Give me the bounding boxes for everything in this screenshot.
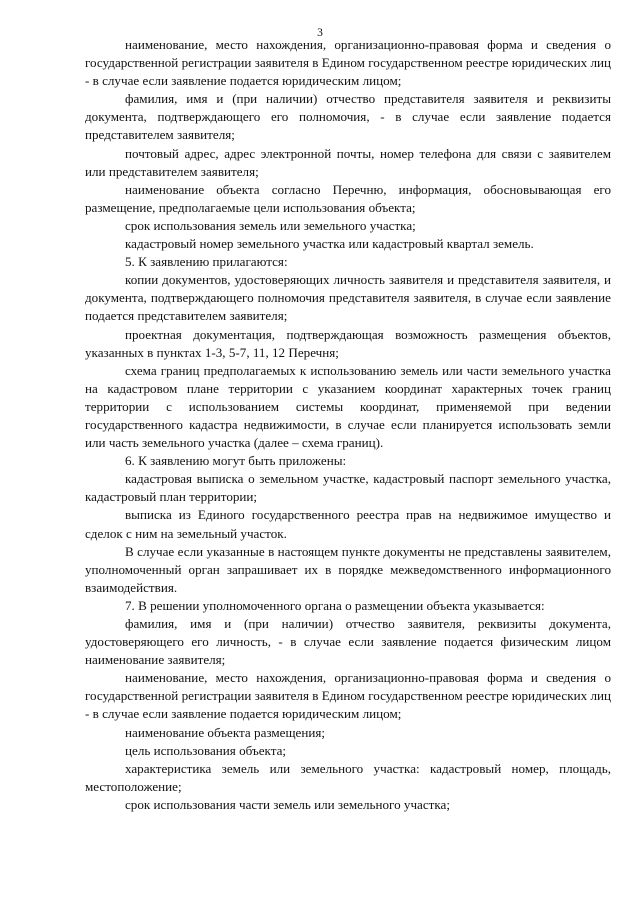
paragraph: копии документов, удостоверяющих личность заявителя и представителя заявителя, и документа, подтверждающего полномочия представителя заявителя, в случае если заявление подается представителем заявителя; [85, 272, 611, 324]
page-number: 3 [317, 27, 323, 39]
paragraph: В случае если указанные в настоящем пункте документы не представлены заявителем, уполномоченный орган запрашивает их в порядке межведомственного информационного взаимодействия. [85, 543, 611, 595]
paragraph: выписка из Единого государственного реестра прав на недвижимое имущество и сделок с ним на земельный участок. [85, 507, 611, 541]
paragraph: цель использования объекта; [125, 742, 287, 758]
document-body [85, 36, 611, 814]
paragraph: характеристика земель или земельного участка: кадастровый номер, площадь, местоположение; [85, 760, 611, 794]
paragraph: наименование объекта размещения; [125, 724, 326, 740]
paragraph: схема границ предполагаемых к использованию земель или части земельного участка на кадастровом плане территории с указанием координат характерных точек границ территории с использованием системы координат, применяемой при ведении государственного кадастра недвижимости, в случае если планируется использовать земли или часть земельного участка (далее – схема границ). [85, 362, 611, 451]
paragraph: наименование объекта согласно Перечню, информация, обосновывающая его размещение, предполагаемые цели использования объекта; [85, 181, 611, 215]
paragraph: фамилия, имя и (при наличии) отчество заявителя, реквизиты документа, удостоверяющего его личность, - в случае если заявление подается физическим лицом наименование заявителя; [85, 616, 611, 668]
section-heading: 6. К заявлению могут быть приложены: [125, 453, 347, 469]
paragraph: почтовый адрес, адрес электронной почты, номер телефона для связи с заявителем или представителем заявителя; [85, 145, 611, 179]
paragraph: кадастровая выписка о земельном участке, кадастровый паспорт земельного участка, кадастровый план территории; [85, 471, 611, 505]
paragraph: срок использования части земель или земельного участка; [125, 796, 451, 812]
paragraph: срок использования земель или земельного участка; [125, 217, 416, 233]
section-heading: 5. К заявлению прилагаются: [125, 254, 288, 270]
paragraph: наименование, место нахождения, организационно-правовая форма и сведения о государственной регистрации заявителя в Едином государственном реестре юридических лиц - в случае если заявление подается юридическим лицом; [85, 670, 611, 722]
paragraph: наименование, место нахождения, организационно-правовая форма и сведения о государственной регистрации заявителя в Едином государственном реестре юридических лиц - в случае если заявление подается юридическим лицом; [85, 37, 611, 89]
section-heading: 7. В решении уполномоченного органа о размещении объекта указывается: [125, 597, 545, 613]
paragraph: проектная документация, подтверждающая возможность размещения объектов, указанных в пунктах 1-3, 5-7, 11, 12 Перечня; [85, 326, 611, 360]
paragraph: кадастровый номер земельного участка или кадастровый квартал земель. [125, 236, 534, 252]
paragraph: фамилия, имя и (при наличии) отчество представителя заявителя и реквизиты документа, подтверждающего его полномочия, - в случае если заявление подается представителем заявителя; [85, 91, 611, 143]
